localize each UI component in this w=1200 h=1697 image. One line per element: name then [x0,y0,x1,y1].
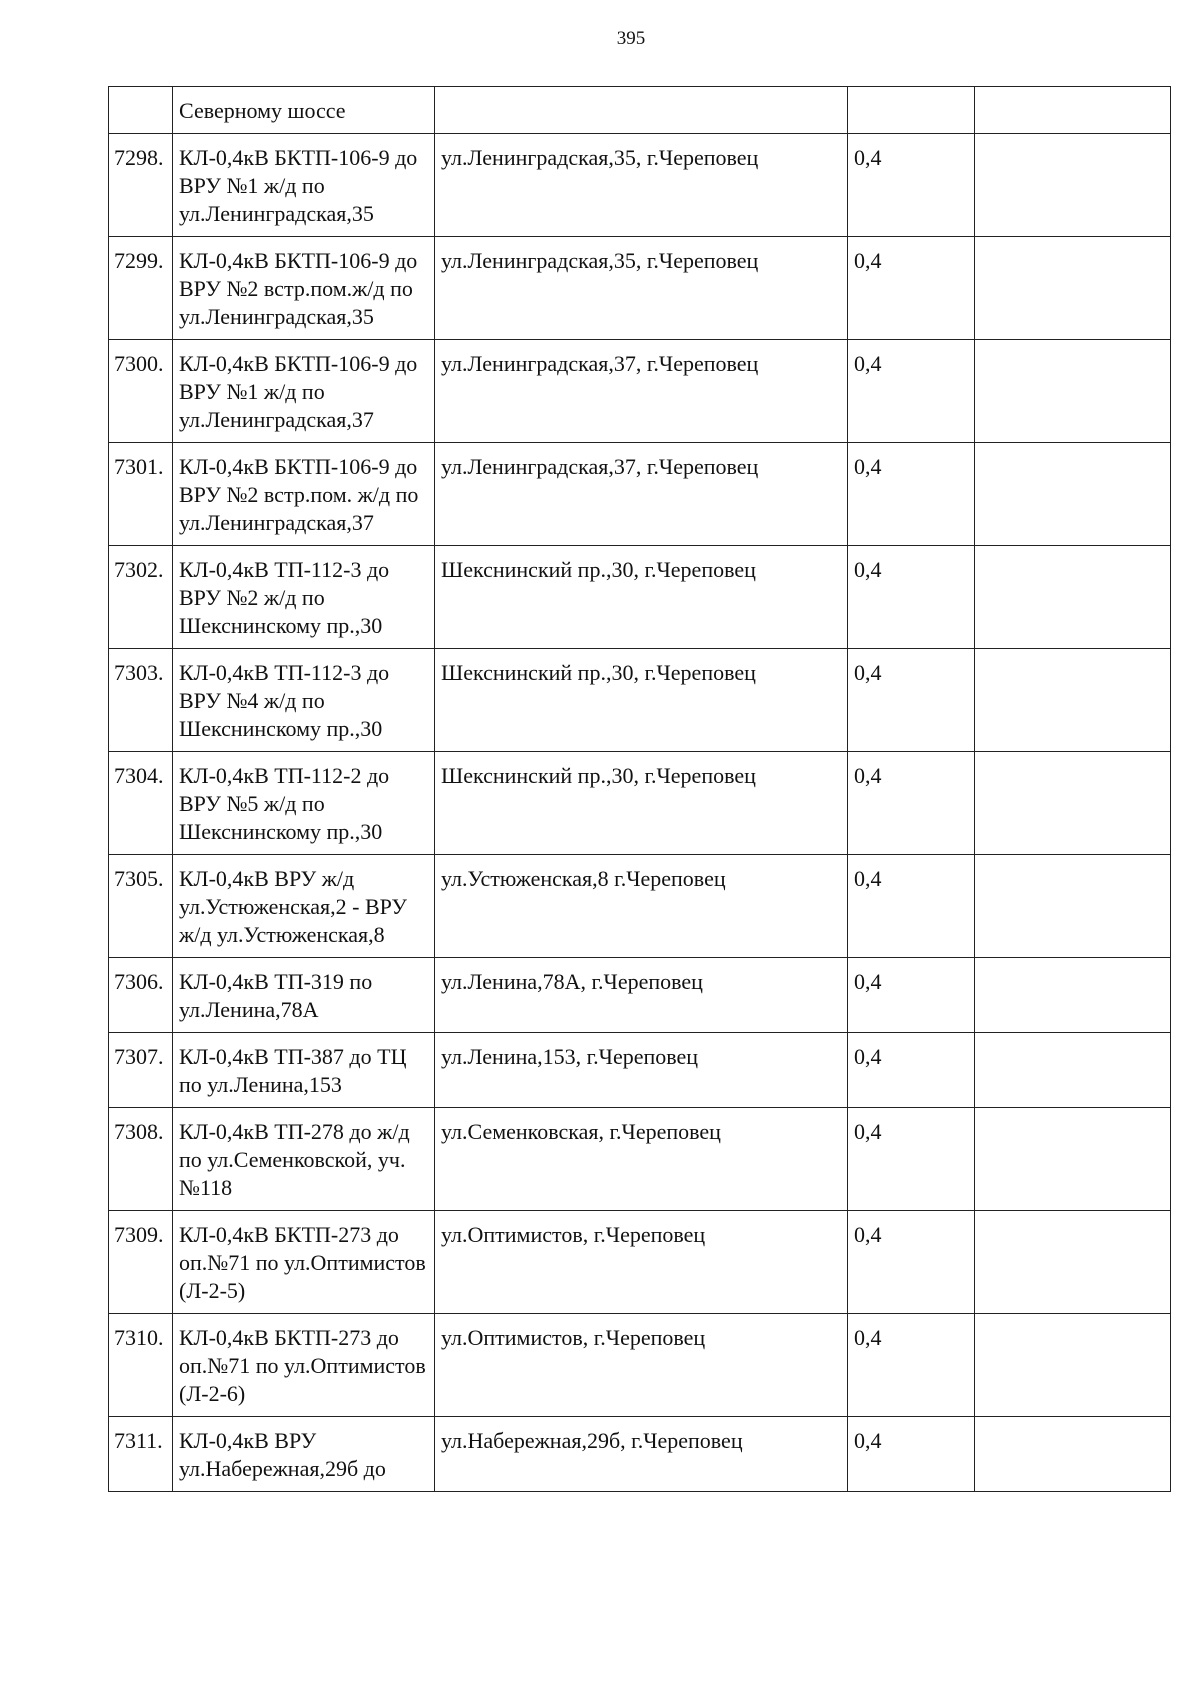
row-number: 7305. [109,855,173,958]
object-address: ул.Ленина,78А, г.Череповец [435,958,848,1033]
registry-table-body [109,87,1171,1492]
object-name: КЛ-0,4кВ ТП-319 по ул.Ленина,78А [173,958,435,1033]
object-name: КЛ-0,4кВ БКТП-273 до оп.№71 по ул.Оптимистов (Л-2-6) [173,1314,435,1417]
voltage-value: 0,4 [848,1417,975,1492]
row-number: 7298. [109,134,173,237]
object-address: ул.Ленинградская,35, г.Череповец [435,237,848,340]
row-number: 7311. [109,1417,173,1492]
voltage-value: 0,4 [848,1314,975,1417]
table-row [109,1033,1171,1108]
object-address: ул.Оптимистов, г.Череповец [435,1314,848,1417]
object-address: ул.Ленинградская,35, г.Череповец [435,134,848,237]
object-address: ул.Набережная,29б, г.Череповец [435,1417,848,1492]
voltage-value: 0,4 [848,649,975,752]
object-address: ул.Ленинградская,37, г.Череповец [435,443,848,546]
object-address: ул.Оптимистов, г.Череповец [435,1211,848,1314]
row-number: 7302. [109,546,173,649]
table-row [109,237,1171,340]
note-cell [975,1314,1171,1417]
table-row [109,1108,1171,1211]
note-cell [975,1108,1171,1211]
object-name: КЛ-0,4кВ БКТП-106-9 до ВРУ №2 встр.пом. ж/д по ул.Ленинградская,37 [173,443,435,546]
object-address: Шекснинский пр.,30, г.Череповец [435,546,848,649]
voltage-value: 0,4 [848,1108,975,1211]
row-number: 7300. [109,340,173,443]
object-name: КЛ-0,4кВ ВРУ ж/д ул.Устюженская,2 - ВРУ ж/д ул.Устюженская,8 [173,855,435,958]
object-name: КЛ-0,4кВ ТП-112-3 до ВРУ №4 ж/д по Шекснинскому пр.,30 [173,649,435,752]
table-row [109,443,1171,546]
row-number: 7304. [109,752,173,855]
voltage-value: 0,4 [848,1211,975,1314]
object-name: КЛ-0,4кВ ВРУ ул.Набережная,29б до [173,1417,435,1492]
voltage-value: 0,4 [848,237,975,340]
object-name: КЛ-0,4кВ ТП-387 до ТЦ по ул.Ленина,153 [173,1033,435,1108]
note-cell [975,1033,1171,1108]
object-address [435,87,848,134]
object-address: Шекснинский пр.,30, г.Череповец [435,752,848,855]
note-cell [975,958,1171,1033]
voltage-value: 0,4 [848,752,975,855]
object-address: ул.Ленинградская,37, г.Череповец [435,340,848,443]
table-row [109,958,1171,1033]
table-row [109,340,1171,443]
note-cell [975,87,1171,134]
table-row [109,1417,1171,1492]
page-number: 395 [616,28,646,49]
registry-table [108,86,1171,1492]
note-cell [975,134,1171,237]
object-address: ул.Ленина,153, г.Череповец [435,1033,848,1108]
object-name: Северному шоссе [173,87,435,134]
row-number [109,87,173,134]
voltage-value: 0,4 [848,546,975,649]
voltage-value: 0,4 [848,1033,975,1108]
note-cell [975,1417,1171,1492]
object-address: ул.Семенковская, г.Череповец [435,1108,848,1211]
voltage-value: 0,4 [848,855,975,958]
voltage-value: 0,4 [848,134,975,237]
object-name: КЛ-0,4кВ БКТП-106-9 до ВРУ №1 ж/д по ул.Ленинградская,37 [173,340,435,443]
table-row [109,752,1171,855]
note-cell [975,1211,1171,1314]
table-row [109,87,1171,134]
table-row [109,855,1171,958]
note-cell [975,443,1171,546]
table-row [109,546,1171,649]
voltage-value: 0,4 [848,340,975,443]
table-row [109,134,1171,237]
row-number: 7309. [109,1211,173,1314]
object-address: ул.Устюженская,8 г.Череповец [435,855,848,958]
note-cell [975,546,1171,649]
row-number: 7299. [109,237,173,340]
row-number: 7307. [109,1033,173,1108]
table-row [109,1211,1171,1314]
row-number: 7301. [109,443,173,546]
object-name: КЛ-0,4кВ БКТП-273 до оп.№71 по ул.Оптимистов (Л-2-5) [173,1211,435,1314]
note-cell [975,237,1171,340]
table-row [109,1314,1171,1417]
object-name: КЛ-0,4кВ ТП-112-3 до ВРУ №2 ж/д по Шекснинскому пр.,30 [173,546,435,649]
row-number: 7310. [109,1314,173,1417]
row-number: 7308. [109,1108,173,1211]
object-address: Шекснинский пр.,30, г.Череповец [435,649,848,752]
object-name: КЛ-0,4кВ ТП-112-2 до ВРУ №5 ж/д по Шекснинскому пр.,30 [173,752,435,855]
note-cell [975,855,1171,958]
object-name: КЛ-0,4кВ БКТП-106-9 до ВРУ №2 встр.пом.ж/д по ул.Ленинградская,35 [173,237,435,340]
note-cell [975,340,1171,443]
table-row [109,649,1171,752]
row-number: 7306. [109,958,173,1033]
voltage-value: 0,4 [848,958,975,1033]
voltage-value: 0,4 [848,443,975,546]
object-name: КЛ-0,4кВ ТП-278 до ж/д по ул.Семенковской, уч. №118 [173,1108,435,1211]
voltage-value [848,87,975,134]
object-name: КЛ-0,4кВ БКТП-106-9 до ВРУ №1 ж/д по ул.Ленинградская,35 [173,134,435,237]
note-cell [975,649,1171,752]
note-cell [975,752,1171,855]
row-number: 7303. [109,649,173,752]
